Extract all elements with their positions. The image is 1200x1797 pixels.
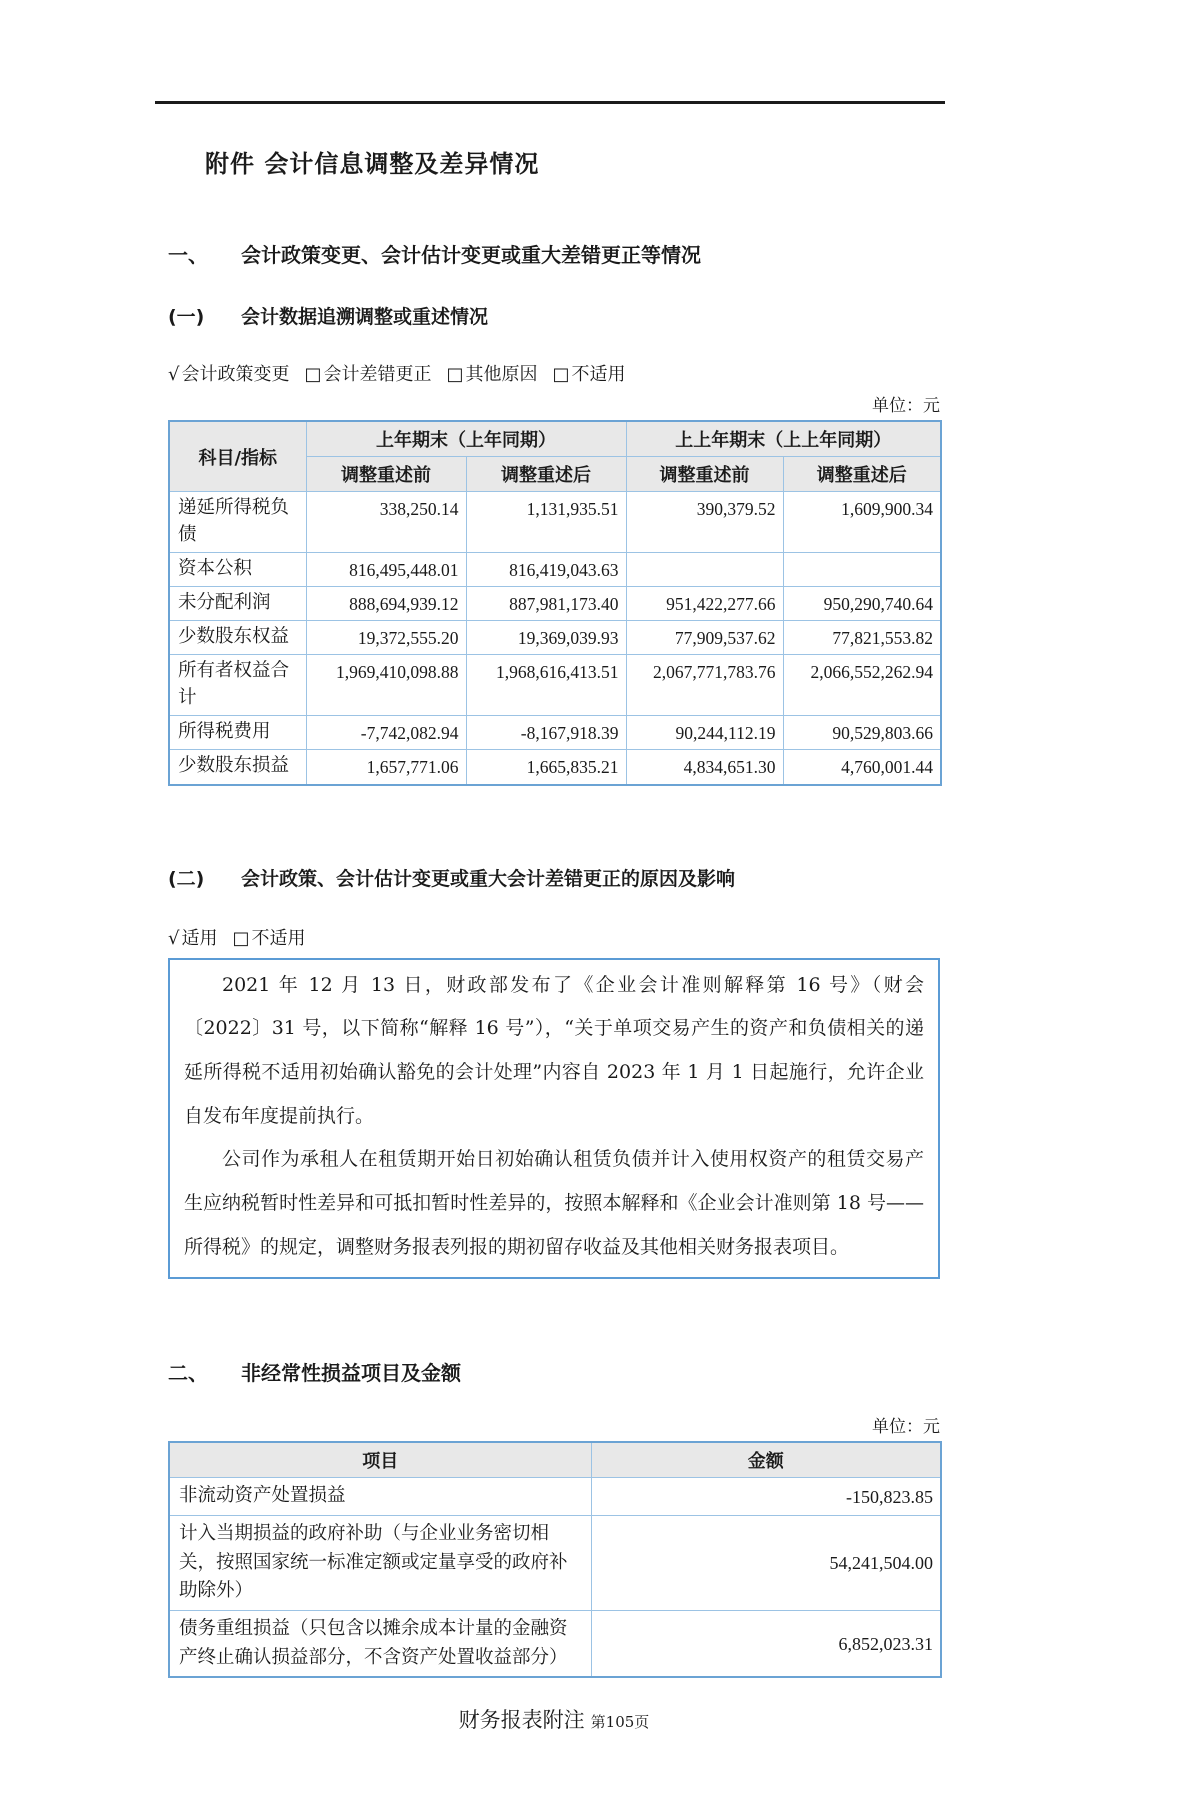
subsection-1-number: (一): [168, 306, 205, 328]
checkbox-icon: □: [304, 364, 322, 385]
table-header-row: [169, 1442, 941, 1478]
cell-value: 4,834,651.30: [626, 750, 783, 785]
unit-label: 单位：元: [872, 396, 940, 416]
row-label: 少数股东权益: [169, 621, 306, 655]
cell-value: 54,241,504.00: [591, 1515, 941, 1610]
subsection-2-number: (二): [168, 867, 205, 890]
option-label: 会计政策变更: [181, 364, 290, 385]
cell-value: -7,742,082.94: [306, 716, 466, 750]
option-other-reason: [447, 360, 538, 386]
column-header-amount: 金额: [591, 1442, 941, 1478]
cell-value: 888,694,939.12: [306, 586, 466, 620]
row-label: 非流动资产处置损益: [169, 1478, 591, 1516]
section-2-number: 二、: [168, 1361, 208, 1386]
top-divider: [155, 101, 945, 104]
subheader-before-restatement: 调整重述前: [626, 457, 783, 492]
subheader-after-restatement: 调整重述后: [466, 457, 626, 492]
cell-value: 19,369,039.93: [466, 621, 626, 655]
page-footer: [168, 1704, 940, 1734]
cell-value: 1,131,935.51: [466, 492, 626, 553]
cell-value: 950,290,740.64: [783, 586, 941, 620]
page-title: 附件 会计信息调整及差异情况: [205, 150, 540, 178]
table-row: [169, 655, 941, 716]
cell-value: 816,419,043.63: [466, 552, 626, 586]
row-label: 资本公积: [169, 552, 306, 586]
cell-value: 1,665,835.21: [466, 750, 626, 785]
option-not-applicable: [232, 924, 305, 950]
option-label: 适用: [181, 927, 218, 949]
cell-value: 1,657,771.06: [306, 750, 466, 785]
option-policy-change: [168, 360, 289, 386]
table-row: [169, 1478, 941, 1516]
unit-label: 单位：元: [872, 1417, 940, 1438]
cell-value: 2,066,552,262.94: [783, 655, 941, 716]
option-label: 其他原因: [465, 364, 538, 385]
checkbox-icon: □: [446, 364, 464, 385]
option-error-correction: [304, 360, 431, 386]
table-row: [169, 621, 941, 655]
subheader-before-restatement: 调整重述前: [306, 457, 466, 492]
row-label: 债务重组损益（只包含以摊余成本计量的金融资产终止确认损益部分，不含资产处置收益部分）: [169, 1611, 591, 1678]
group-header-prior-year: 上年期末（上年同期）: [306, 421, 626, 457]
option-not-applicable: [553, 360, 626, 386]
cell-value: 77,909,537.62: [626, 621, 783, 655]
cell-value: 338,250.14: [306, 492, 466, 553]
cell-value: 6,852,023.31: [591, 1611, 941, 1678]
table-row: [169, 1611, 941, 1678]
section-2-title: 非经常性损益项目及金额: [241, 1361, 461, 1386]
row-label: 少数股东损益: [169, 750, 306, 785]
subsection-1-heading: [168, 302, 940, 329]
section-2-heading: [168, 1357, 940, 1386]
option-applicable: [168, 924, 217, 950]
row-label: 所得税费用: [169, 716, 306, 750]
footer-page-number: 第105页: [590, 1713, 650, 1732]
cell-value: 816,495,448.01: [306, 552, 466, 586]
cell-value: -150,823.85: [591, 1478, 941, 1516]
cell-value: 90,244,112.19: [626, 716, 783, 750]
table-row: [169, 716, 941, 750]
nonrecurring-items-table: [168, 1441, 942, 1678]
explanation-paragraph: 公司作为承租人在租赁期开始日初始确认租赁负债并计入使用权资产的租赁交易产生应纳税暂时性差异和可抵扣暂时性差异的，按照本解释和《企业会计准则第 18 号——所得税》的规定，调整财务报表列报的期初留存收益及其他相关财务报表项目。: [184, 1148, 924, 1258]
cell-value: 4,760,001.44: [783, 750, 941, 785]
cell-value: [783, 552, 941, 586]
subsection-2-heading: [168, 864, 940, 891]
row-label: 递延所得税负债: [169, 492, 306, 553]
cell-value: 19,372,555.20: [306, 621, 466, 655]
cell-value: 90,529,803.66: [783, 716, 941, 750]
table-row: [169, 750, 941, 785]
subsection-2-title: 会计政策、会计估计变更或重大会计差错更正的原因及影响: [241, 867, 736, 890]
restatement-table: [168, 420, 942, 786]
cell-value: 951,422,277.66: [626, 586, 783, 620]
column-header-item: 项目: [169, 1442, 591, 1478]
cell-value: [626, 552, 783, 586]
table-row: [169, 1515, 941, 1610]
document-content: [168, 144, 940, 1734]
table-row: [169, 492, 941, 553]
cell-value: 1,969,410,098.88: [306, 655, 466, 716]
check-mark-icon: √: [168, 927, 180, 949]
section-1-title: 会计政策变更、会计估计变更或重大差错更正等情况: [241, 243, 701, 267]
table-row: [169, 552, 941, 586]
cell-value: 77,821,553.82: [783, 621, 941, 655]
row-label: 未分配利润: [169, 586, 306, 620]
document-page: [0, 101, 1200, 1797]
cell-value: 390,379.52: [626, 492, 783, 553]
cell-value: 1,968,616,413.51: [466, 655, 626, 716]
restatement-type-options: [168, 360, 940, 386]
cell-value: 1,609,900.34: [783, 492, 941, 553]
applicability-options: [168, 924, 940, 950]
cell-value: 887,981,173.40: [466, 586, 626, 620]
table-header-row: [169, 421, 941, 457]
explanation-box: [168, 958, 940, 1280]
column-header-subject: 科目/指标: [169, 421, 306, 492]
option-label: 不适用: [251, 927, 306, 949]
check-mark-icon: √: [168, 364, 180, 385]
subsection-1-title: 会计数据追溯调整或重述情况: [241, 306, 489, 328]
table-row: [169, 586, 941, 620]
option-label: 不适用: [571, 364, 626, 385]
subheader-after-restatement: 调整重述后: [783, 457, 941, 492]
group-header-prior-prior-year: 上上年期末（上上年同期）: [626, 421, 941, 457]
explanation-paragraph: 2021 年 12 月 13 日，财政部发布了《企业会计准则解释第 16 号》（财会〔2022〕31 号，以下简称“解释 16 号”），“关于单项交易产生的资产和负债相关的递延所得税不适用初始确认豁免的会计处理”内容自 2023 年 1 月 1 日起施行，允许企业自发布年度提前执行。: [184, 973, 924, 1127]
checkbox-icon: □: [552, 364, 570, 385]
row-label: 所有者权益合计: [169, 655, 306, 716]
section-1-number: 一、: [168, 243, 208, 267]
row-label: 计入当期损益的政府补助（与企业业务密切相关，按照国家统一标准定额或定量享受的政府补助除外）: [169, 1515, 591, 1610]
cell-value: 2,067,771,783.76: [626, 655, 783, 716]
option-label: 会计差错更正: [323, 364, 432, 385]
section-1-heading: [168, 239, 940, 268]
footer-title: 财务报表附注: [458, 1708, 585, 1733]
checkbox-icon: □: [232, 927, 250, 949]
cell-value: -8,167,918.39: [466, 716, 626, 750]
